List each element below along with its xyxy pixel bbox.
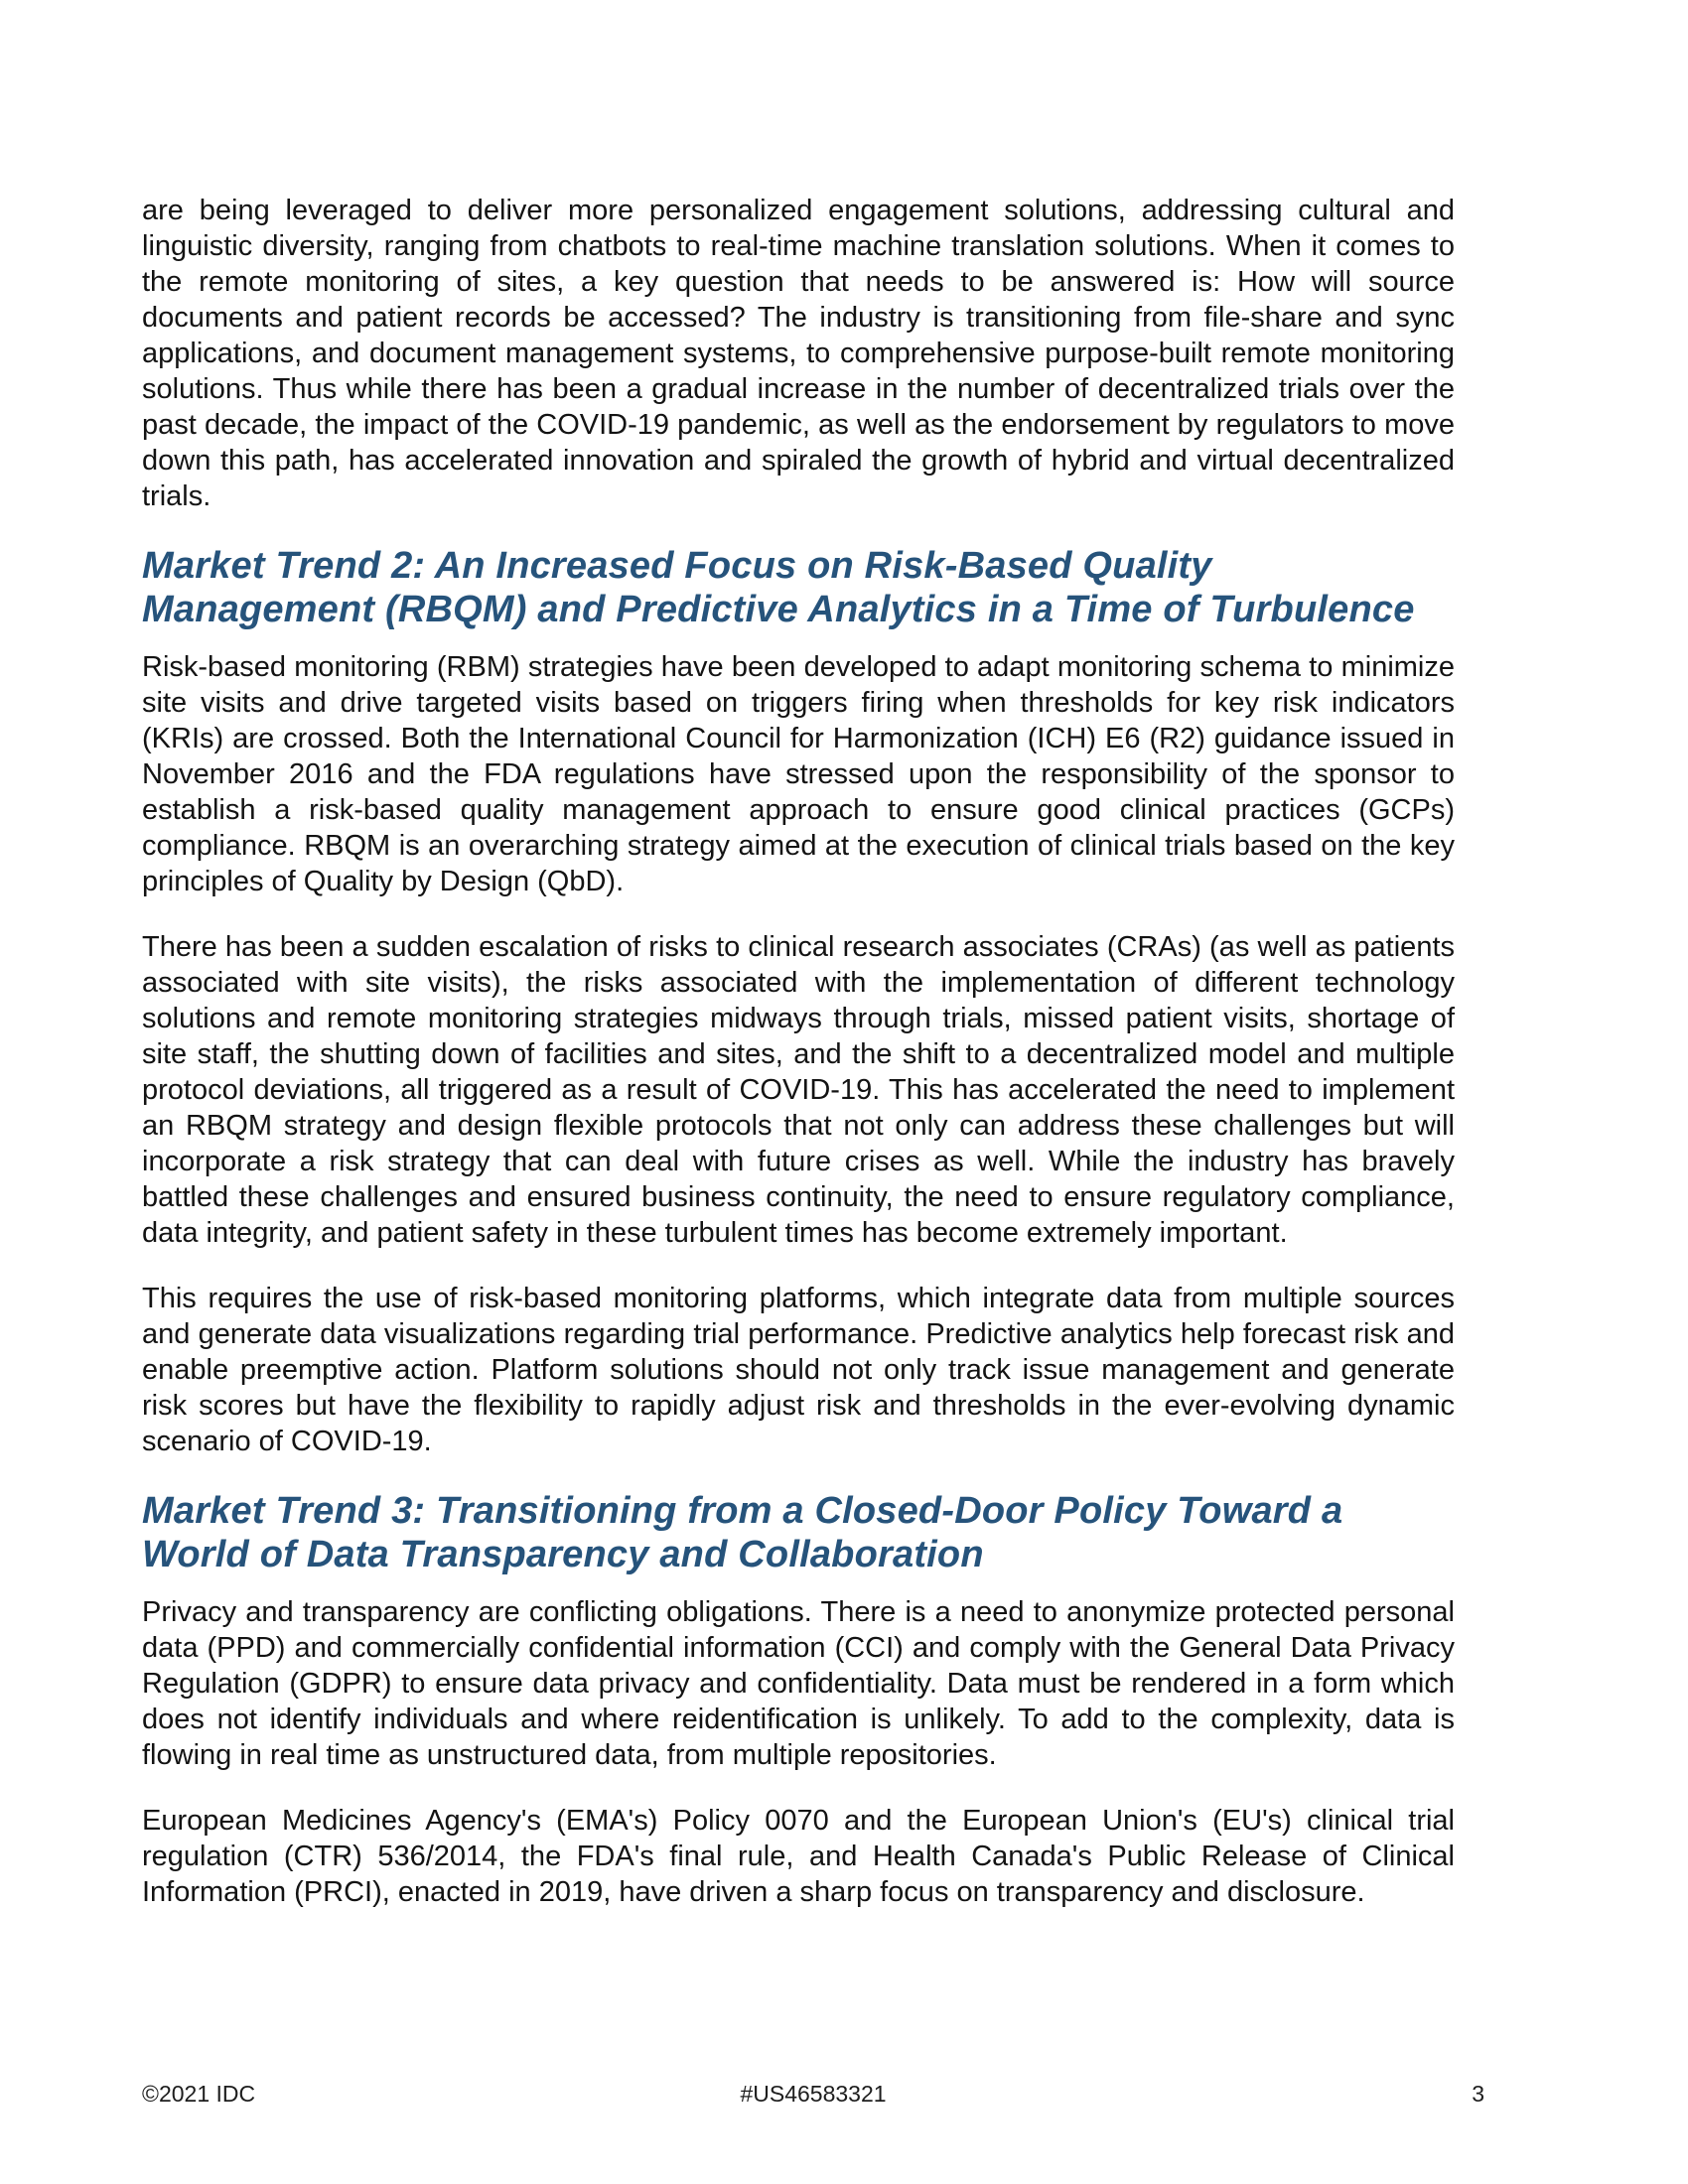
page-content <box>142 193 1455 1940</box>
body-paragraph: Privacy and transparency are conflicting obligations. There is a need to anonymize protected personal data (PPD) and commercially confidential information (CCI) and comply with the General Data Privacy Regulation (GDPR) to ensure data privacy and confidentiality. Data must be rendered in a form which does not identify individuals and where reidentification is unlikely. To add to the complexity, data is flowing in real time as unstructured data, from multiple repositories. <box>142 1596 1455 1771</box>
section-heading-market-trend-2: Market Trend 2: An Increased Focus on Risk-Based Quality Management (RBQM) and Predictive Analytics in a Time of Turbulence <box>142 545 1415 630</box>
body-paragraph: European Medicines Agency's (EMA's) Policy 0070 and the European Union's (EU's) clinical trial regulation (CTR) 536/2014, the FDA's final rule, and Health Canada's Public Release of Clinical Information (PRCI), enacted in 2019, have driven a sharp focus on transparency and disclosure. <box>142 1805 1455 1908</box>
body-paragraph: Risk-based monitoring (RBM) strategies have been developed to adapt monitoring schema to minimize site visits and drive targeted visits based on triggers firing when thresholds for key risk indicators (KRIs) are crossed. Both the International Council for Harmonization (ICH) E6 (R2) guidance issued in November 2016 and the FDA regulations have stressed upon the responsibility of the sponsor to establish a risk-based quality management approach to ensure good clinical practices (GCPs) compliance. RBQM is an overarching strategy aimed at the execution of clinical trials based on the key principles of Quality by Design (QbD). <box>142 651 1455 897</box>
footer-document-id: #US46583321 <box>740 2081 887 2107</box>
footer-copyright: ©2021 IDC <box>142 2081 256 2107</box>
footer-page-number: 3 <box>1472 2081 1485 2107</box>
intro-paragraph: are being leveraged to deliver more personalized engagement solutions, addressing cultural and linguistic diversity, ranging from chatbots to real-time machine translation solutions. When it comes to the remote monitoring of sites, a key question that needs to be answered is: How will source documents and patient records be accessed? The industry is transitioning from file-share and sync applications, and document management systems, to comprehensive purpose-built remote monitoring solutions. Thus while there has been a gradual increase in the number of decentralized trials over the past decade, the impact of the COVID-19 pandemic, as well as the endorsement by regulators to move down this path, has accelerated innovation and spiraled the growth of hybrid and virtual decentralized trials. <box>142 195 1455 512</box>
body-paragraph: There has been a sudden escalation of risks to clinical research associates (CRAs) (as well as patients associated with site visits), the risks associated with the implementation of different technology solutions and remote monitoring strategies midways through trials, missed patient visits, shortage of site staff, the shutting down of facilities and sites, and the shift to a decentralized model and multiple protocol deviations, all triggered as a result of COVID-19. This has accelerated the need to implement an RBQM strategy and design flexible protocols that not only can address these challenges but will incorporate a risk strategy that can deal with future crises as well. While the industry has bravely battled these challenges and ensured business continuity, the need to ensure regulatory compliance, data integrity, and patient safety in these turbulent times has become extremely important. <box>142 931 1455 1249</box>
section-heading-market-trend-3: Market Trend 3: Transitioning from a Closed-Door Policy Toward a World of Data Transparency and Collaboration <box>142 1490 1343 1575</box>
body-paragraph: This requires the use of risk-based monitoring platforms, which integrate data from multiple sources and generate data visualizations regarding trial performance. Predictive analytics help forecast risk and enable preemptive action. Platform solutions should not only track issue management and generate risk scores but have the flexibility to rapidly adjust risk and thresholds in the ever-evolving dynamic scenario of COVID-19. <box>142 1283 1455 1457</box>
page-footer <box>142 2081 1484 2108</box>
